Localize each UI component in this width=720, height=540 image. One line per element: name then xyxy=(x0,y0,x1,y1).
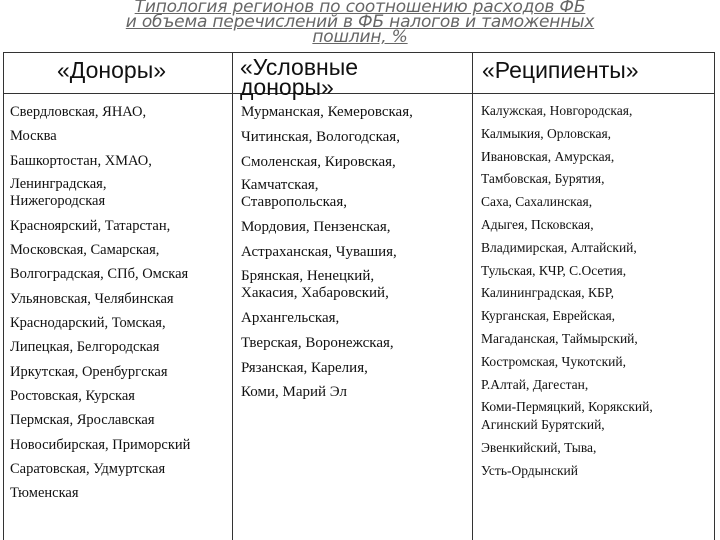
list-item-line: Нижегородская xyxy=(10,192,106,209)
list-item: Саха, Сахалинская, xyxy=(481,194,593,210)
list-item: Калининградская, КБР, xyxy=(481,285,614,301)
list-item: Иркутская, Оренбургская xyxy=(10,363,168,380)
column-divider-1 xyxy=(232,52,233,540)
slide-title xyxy=(0,0,720,52)
list-item: Краснодарский, Томская, xyxy=(10,315,166,332)
header-divider xyxy=(3,93,715,94)
list-item: Астраханская, Чувашия, xyxy=(241,244,397,261)
list-item: Москва xyxy=(10,128,57,145)
list-item: Свердловская, ЯНАО, xyxy=(10,104,147,120)
list-item xyxy=(241,177,413,211)
recipients-list xyxy=(481,100,653,483)
list-item-line: Камчатская, xyxy=(241,177,319,194)
list-item: Магаданская, Таймырский, xyxy=(481,330,638,346)
list-item: Адыгея, Псковская, xyxy=(481,216,594,232)
header-conditional-donors xyxy=(240,54,359,100)
list-item: Архангельская, xyxy=(241,309,340,326)
list-item: Курганская, Еврейская, xyxy=(481,308,616,324)
title-line-1: Типология регионов по соотношению расходов ФБ xyxy=(134,0,586,17)
list-item: Саратовская, Удмуртская xyxy=(10,460,166,477)
list-item: Рязанская, Карелия, xyxy=(241,359,368,376)
list-item: Новосибирская, Приморский xyxy=(10,436,191,453)
list-item-line: Ставропольская, xyxy=(241,194,347,211)
list-item: Ростовская, Курская xyxy=(10,387,135,404)
header-conditional-donors-line-1: «Условные xyxy=(240,54,359,80)
list-item: Костромская, Чукотский, xyxy=(481,353,626,369)
list-item: Коми, Марий Эл xyxy=(241,384,347,401)
list-item xyxy=(481,398,653,434)
conditional-donors-list xyxy=(241,100,413,405)
list-item-line: Хакасия, Хабаровский, xyxy=(241,284,389,301)
list-item: Пермская, Ярославская xyxy=(10,412,155,429)
list-item: Мордовия, Пензенская, xyxy=(241,219,391,236)
list-item: Ульяновская, Челябинская xyxy=(10,290,174,307)
list-item: Усть-Ордынский xyxy=(481,463,578,479)
list-item: Р.Алтай, Дагестан, xyxy=(481,376,589,392)
header-conditional-donors-line-2: доноры» xyxy=(240,74,334,100)
list-item-line: Агинский Бурятский, xyxy=(481,417,605,433)
list-item-line: Коми-Пермяцкий, Корякский, xyxy=(481,399,653,415)
list-item xyxy=(10,176,190,210)
list-item-line: Ленинградская, xyxy=(10,175,107,192)
title-line-3: пошлин, % xyxy=(312,27,408,47)
list-item: Мурманская, Кемеровская, xyxy=(241,104,413,120)
donors-list xyxy=(10,100,190,505)
header-donors: «Доноры» xyxy=(57,57,167,83)
list-item: Тамбовская, Бурятия, xyxy=(481,171,605,187)
list-item: Тверская, Воронежская, xyxy=(241,334,394,351)
list-item: Калмыкия, Орловская, xyxy=(481,125,612,141)
list-item xyxy=(241,268,413,302)
list-item-line: Брянская, Ненецкий, xyxy=(241,267,375,284)
list-item: Башкортостан, ХМАО, xyxy=(10,152,152,169)
list-item: Владимирская, Алтайский, xyxy=(481,239,637,255)
column-divider-2 xyxy=(472,52,473,540)
list-item: Ивановская, Амурская, xyxy=(481,148,615,164)
list-item: Эвенкийский, Тыва, xyxy=(481,440,597,456)
list-item: Читинская, Вологодская, xyxy=(241,128,400,145)
list-item: Тульская, КЧР, С.Осетия, xyxy=(481,262,627,278)
title-line-2: и объема перечислений в ФБ налогов и таможенных xyxy=(125,12,595,32)
list-item: Тюменская xyxy=(10,485,79,502)
list-item: Калужская, Новгородская, xyxy=(481,103,633,118)
list-item: Липецкая, Белгородская xyxy=(10,339,160,356)
list-item: Московская, Самарская, xyxy=(10,242,160,259)
header-recipients: «Реципиенты» xyxy=(482,57,639,83)
list-item: Смоленская, Кировская, xyxy=(241,153,396,170)
list-item: Волгоградская, СПб, Омская xyxy=(10,266,189,283)
list-item: Красноярский, Татарстан, xyxy=(10,217,171,234)
